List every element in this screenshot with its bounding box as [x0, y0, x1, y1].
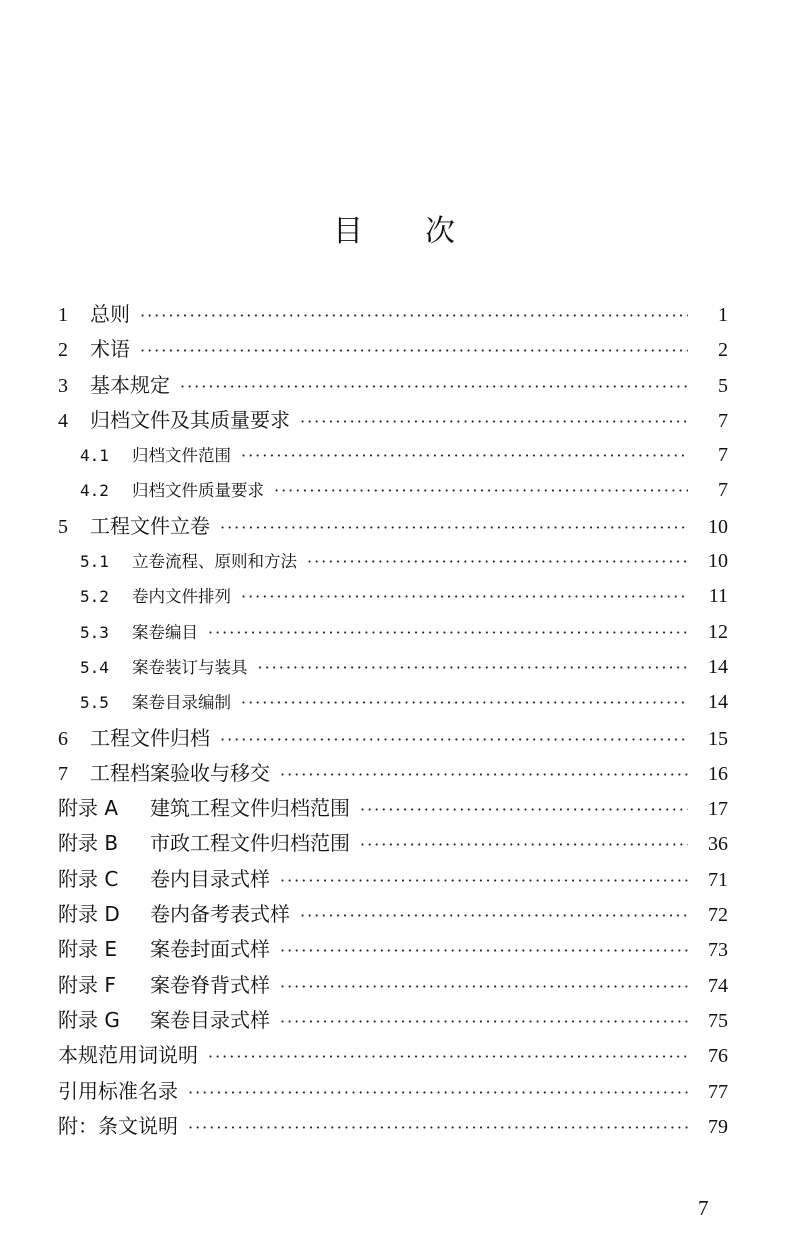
toc-entry[interactable] — [58, 473, 728, 508]
toc-entry-page: 74 — [708, 974, 728, 997]
toc-entry-page: 72 — [708, 904, 728, 927]
toc-entry-number: 5.2 — [80, 587, 109, 607]
toc-entry-number: 附录 G — [58, 1007, 120, 1032]
toc-leader-dots — [208, 615, 688, 650]
toc-leader-dots — [140, 298, 688, 333]
toc-entry[interactable] — [58, 403, 728, 438]
toc-entry[interactable] — [58, 579, 728, 614]
toc-entry-label: 工程档案验收与移交 — [90, 760, 270, 785]
toc-entry-page: 7 — [718, 409, 728, 432]
toc-entry[interactable] — [58, 721, 728, 756]
toc-entry-page: 15 — [708, 727, 728, 750]
toc-entry-number: 5.4 — [80, 657, 109, 677]
toc-entry-label: 引用标准名录 — [58, 1078, 178, 1103]
toc-entry[interactable] — [58, 756, 728, 791]
toc-entry-number: 附录 A — [58, 796, 119, 821]
title-char-left: 目 — [333, 214, 365, 249]
toc-leader-dots — [258, 650, 689, 685]
toc-entry-page: 77 — [708, 1080, 728, 1103]
toc-entry-number: 附录 C — [58, 866, 119, 891]
toc-entry-label: 归档文件范围 — [132, 446, 231, 466]
page-title — [0, 206, 790, 250]
table-of-contents — [58, 297, 728, 1144]
toc-entry[interactable] — [58, 509, 728, 544]
toc-entry[interactable] — [58, 615, 728, 650]
toc-entry[interactable] — [58, 544, 728, 579]
toc-entry-page: 17 — [708, 798, 728, 821]
toc-entry-number: 附录 F — [58, 972, 116, 997]
toc-entry-label: 归档文件及其质量要求 — [90, 407, 290, 432]
toc-entry-label: 案卷目录式样 — [150, 1007, 270, 1032]
toc-leader-dots — [300, 898, 688, 933]
toc-entry[interactable] — [58, 297, 728, 332]
toc-entry-label: 本规范用词说明 — [58, 1043, 198, 1068]
toc-entry-page: 5 — [718, 374, 728, 397]
toc-entry-label: 工程文件立卷 — [90, 513, 210, 538]
toc-entry[interactable] — [58, 968, 728, 1003]
toc-entry-number: 5.3 — [80, 622, 109, 642]
toc-entry[interactable] — [58, 826, 728, 861]
toc-entry[interactable] — [58, 650, 728, 685]
toc-entry-number: 1 — [58, 304, 68, 326]
toc-entry-page: 36 — [708, 833, 728, 856]
toc-entry[interactable] — [58, 1038, 728, 1073]
toc-leader-dots — [300, 404, 688, 439]
toc-entry[interactable] — [58, 368, 728, 403]
toc-entry-label: 附：条文说明 — [58, 1113, 178, 1138]
toc-entry-label: 基本规定 — [90, 372, 170, 397]
toc-entry-page: 79 — [708, 1115, 728, 1138]
toc-entry-page: 14 — [708, 691, 728, 714]
toc-leader-dots — [220, 510, 688, 545]
toc-entry-number: 2 — [58, 339, 68, 362]
toc-entry-page: 1 — [718, 304, 728, 326]
toc-entry-label: 建筑工程文件归档范围 — [150, 796, 350, 821]
toc-entry[interactable] — [58, 332, 728, 367]
toc-leader-dots — [241, 438, 688, 473]
toc-leader-dots — [241, 579, 688, 614]
toc-entry-number: 4.2 — [80, 481, 109, 501]
toc-entry-label: 案卷封面式样 — [150, 937, 270, 962]
toc-leader-dots — [280, 757, 688, 792]
toc-entry-number: 6 — [58, 727, 68, 750]
toc-entry[interactable] — [58, 438, 728, 473]
toc-entry-label: 案卷装订与装具 — [132, 657, 248, 677]
toc-leader-dots — [360, 792, 688, 827]
toc-leader-dots — [188, 1110, 688, 1145]
toc-entry-number: 5.1 — [80, 552, 109, 572]
toc-leader-dots — [280, 969, 688, 1004]
toc-entry-page: 10 — [708, 550, 728, 573]
toc-entry-page: 2 — [718, 339, 728, 362]
toc-entry-page: 16 — [708, 762, 728, 785]
toc-entry[interactable] — [58, 862, 728, 897]
toc-leader-dots — [188, 1075, 688, 1110]
toc-entry-number: 4 — [58, 409, 68, 432]
toc-leader-dots — [360, 827, 688, 862]
toc-entry-label: 案卷脊背式样 — [150, 972, 270, 997]
toc-leader-dots — [180, 369, 688, 404]
toc-entry[interactable] — [58, 791, 728, 826]
toc-entry-number: 5 — [58, 515, 68, 538]
toc-leader-dots — [280, 863, 688, 898]
toc-leader-dots — [307, 544, 688, 579]
toc-entry-label: 卷内目录式样 — [150, 866, 270, 891]
toc-entry[interactable] — [58, 1109, 728, 1144]
toc-entry-page: 7 — [718, 444, 728, 467]
title-char-right: 次 — [425, 214, 457, 249]
toc-leader-dots — [274, 473, 688, 508]
toc-entry-label: 案卷编目 — [132, 622, 198, 642]
toc-entry-number: 附录 D — [58, 902, 120, 927]
toc-entry-label: 立卷流程、原则和方法 — [132, 552, 297, 572]
toc-entry-page: 12 — [708, 620, 728, 643]
toc-entry-label: 总则 — [90, 302, 130, 326]
toc-entry-number: 4.1 — [80, 446, 109, 466]
toc-entry-number: 附录 B — [58, 831, 119, 856]
toc-entry-label: 卷内备考表式样 — [150, 902, 290, 927]
toc-leader-dots — [220, 722, 688, 757]
toc-entry[interactable] — [58, 897, 728, 932]
toc-leader-dots — [280, 933, 688, 968]
toc-entry-label: 工程文件归档 — [90, 725, 210, 750]
toc-entry-page: 10 — [708, 515, 728, 538]
toc-entry-number: 3 — [58, 374, 68, 397]
toc-entry-page: 71 — [708, 868, 728, 891]
toc-entry-page: 7 — [718, 479, 728, 502]
toc-entry-page: 73 — [708, 939, 728, 962]
toc-entry-page: 75 — [708, 1009, 728, 1032]
toc-leader-dots — [280, 1004, 688, 1039]
toc-entry-label: 市政工程文件归档范围 — [150, 831, 350, 856]
toc-entry-number: 附录 E — [58, 937, 117, 962]
toc-entry-page: 11 — [708, 585, 728, 608]
toc-entry[interactable] — [58, 932, 728, 967]
footer-page-number: 7 — [698, 1196, 709, 1220]
toc-entry-label: 案卷目录编制 — [132, 693, 231, 713]
toc-entry-label: 卷内文件排列 — [132, 587, 231, 607]
toc-entry-number: 7 — [58, 762, 68, 785]
toc-entry[interactable] — [58, 1003, 728, 1038]
toc-entry[interactable] — [58, 685, 728, 720]
toc-leader-dots — [208, 1039, 688, 1074]
toc-entry-page: 76 — [708, 1045, 728, 1068]
toc-leader-dots — [241, 685, 688, 720]
toc-entry-label: 术语 — [90, 337, 130, 362]
toc-entry-page: 14 — [708, 655, 728, 678]
toc-entry[interactable] — [58, 1074, 728, 1109]
toc-entry-label: 归档文件质量要求 — [132, 481, 264, 501]
toc-leader-dots — [140, 333, 688, 368]
toc-entry-number: 5.5 — [80, 693, 109, 713]
